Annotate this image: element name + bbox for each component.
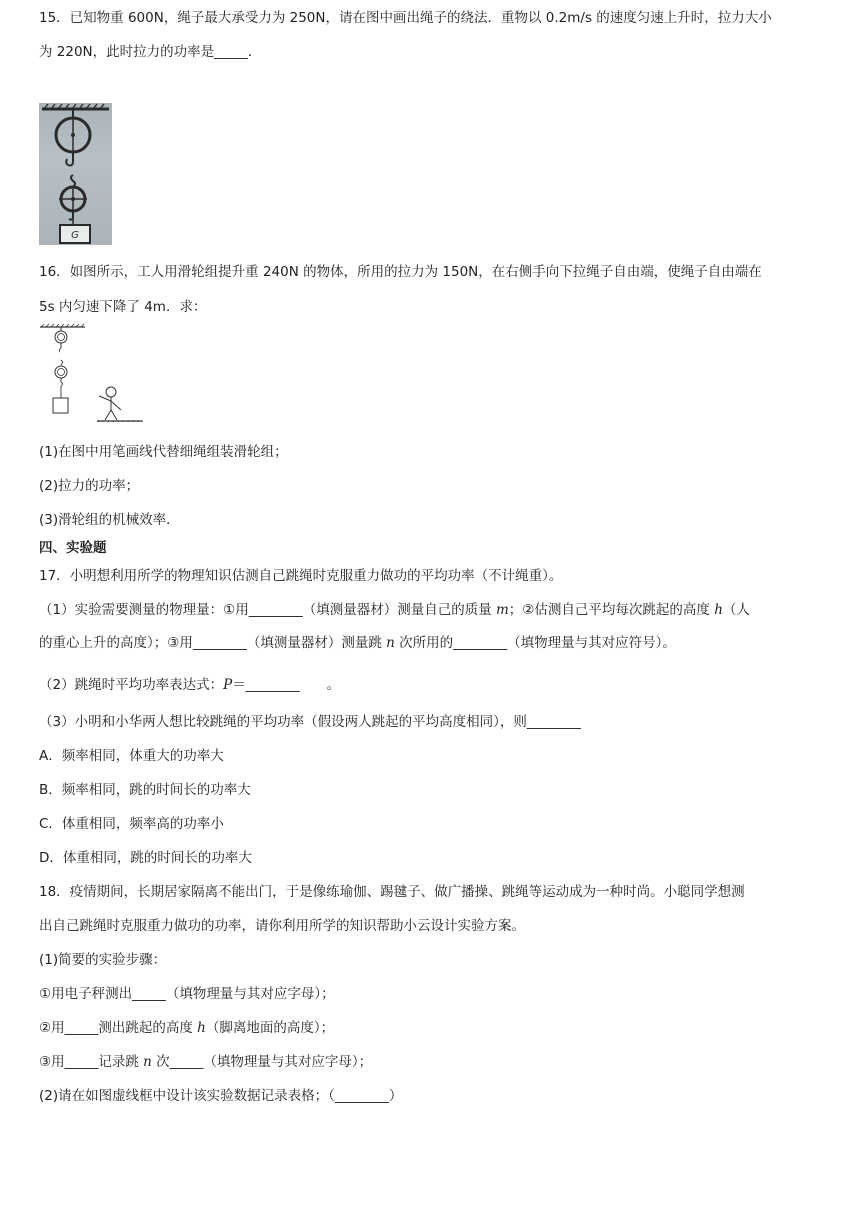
q18-line-1: 18．疫情期间，长期居家隔离不能出门，于是像练瑜伽、踢毽子、做广播操、跳绳等运动成为一种时尚。小聪同学想测 (39, 884, 745, 900)
q17-part1-text-e: 次所用的________（填物理量与其对应符号）。 (394, 635, 676, 651)
q17-part1-text-d: 的重心上升的高度）；③用________（填测量器材）测量跳 (39, 635, 387, 651)
q17-part1-line-1 (39, 600, 750, 620)
q17-part1-text-b: ；②估测自己平均每次跳起的高度 (508, 602, 715, 618)
q18-sub-1: (1)简要的实验步骤： (39, 952, 167, 968)
q17-part1-text-c: （人 (722, 602, 750, 618)
q17-option-a: A．频率相同，体重大的功率大 (39, 748, 224, 764)
q17-line-1: 17．小明想利用所学的物理知识估测自己跳绳时克服重力做功的平均功率（不计绳重）。 (39, 568, 563, 584)
q16-sub-3: (3)滑轮组的机械效率． (39, 512, 180, 528)
q16-pulley-worker-figure (39, 322, 149, 422)
q15-line-1: 15．已知物重 600N，绳子最大承受力为 250N，请在图中画出绳子的绕法．重物以 0.2m/s 的速度匀速上升时，拉力大小 (39, 10, 772, 26)
q17-part1-text-a: （1）实验需要测量的物理量：①用________（填测量器材）测量自己的质量 (39, 602, 496, 618)
q18-step2-text-b: （脚离地面的高度）； (205, 1020, 335, 1036)
count-symbol: n (386, 635, 395, 651)
q16-sub-2: (2)拉力的功率； (39, 478, 140, 494)
q17-part3: （3）小明和小华两人想比较跳绳的平均功率（假设两人跳起的平均高度相同），则________ (39, 714, 581, 730)
q17-part2-text-b: ＝________ 。 (232, 677, 341, 693)
q16-sub-1: (1)在图中用笔画线代替细绳组装滑轮组； (39, 444, 288, 460)
q17-option-c: C．体重相同，频率高的功率小 (39, 816, 224, 832)
q18-step3-text-b: 次_____（填物理量与其对应字母）； (151, 1054, 373, 1070)
q17-option-b: B．频率相同，跳的时间长的功率大 (39, 782, 251, 798)
q16-line-2: 5s 内匀速下降了 4m．求： (39, 299, 207, 315)
mass-symbol: m (495, 602, 509, 618)
q18-step2-text-a: ②用_____测出跳起的高度 (39, 1020, 198, 1036)
pulley-worker-diagram (39, 322, 149, 422)
q18-step-3 (39, 1052, 372, 1072)
q18-sub-2: (2)请在如图虚线框中设计该实验数据记录表格；（________） (39, 1088, 403, 1104)
q17-option-d: D．体重相同，跳的时间长的功率大 (39, 850, 252, 866)
q17-part2 (39, 675, 340, 695)
height-symbol: h (714, 602, 723, 618)
jump-count-symbol: n (143, 1054, 152, 1070)
q17-part1-line-2 (39, 633, 676, 653)
q18-step-2 (39, 1018, 334, 1038)
jump-height-symbol: h (197, 1020, 206, 1036)
power-symbol: P (223, 677, 233, 693)
q18-line-2: 出自己跳绳时克服重力做功的功率，请你利用所学的知识帮助小云设计实验方案。 (39, 918, 525, 934)
q15-pulley-photo (39, 103, 112, 245)
q18-step3-text-a: ③用_____记录跳 (39, 1054, 144, 1070)
pulley-system-figure (39, 103, 112, 245)
q16-line-1: 16．如图所示，工人用滑轮组提升重 240N 的物体，所用的拉力为 150N，在右侧手向下拉绳子自由端，使绳子自由端在 (39, 264, 762, 280)
q18-step-1: ①用电子秤测出_____（填物理量与其对应字母）； (39, 986, 335, 1002)
load-label: G (71, 230, 79, 241)
section-title: 四、实验题 (39, 540, 107, 556)
q15-line-2: 为 220N，此时拉力的功率是_____． (39, 44, 262, 60)
q17-part2-text-a: （2）跳绳时平均功率表达式： (39, 677, 224, 693)
